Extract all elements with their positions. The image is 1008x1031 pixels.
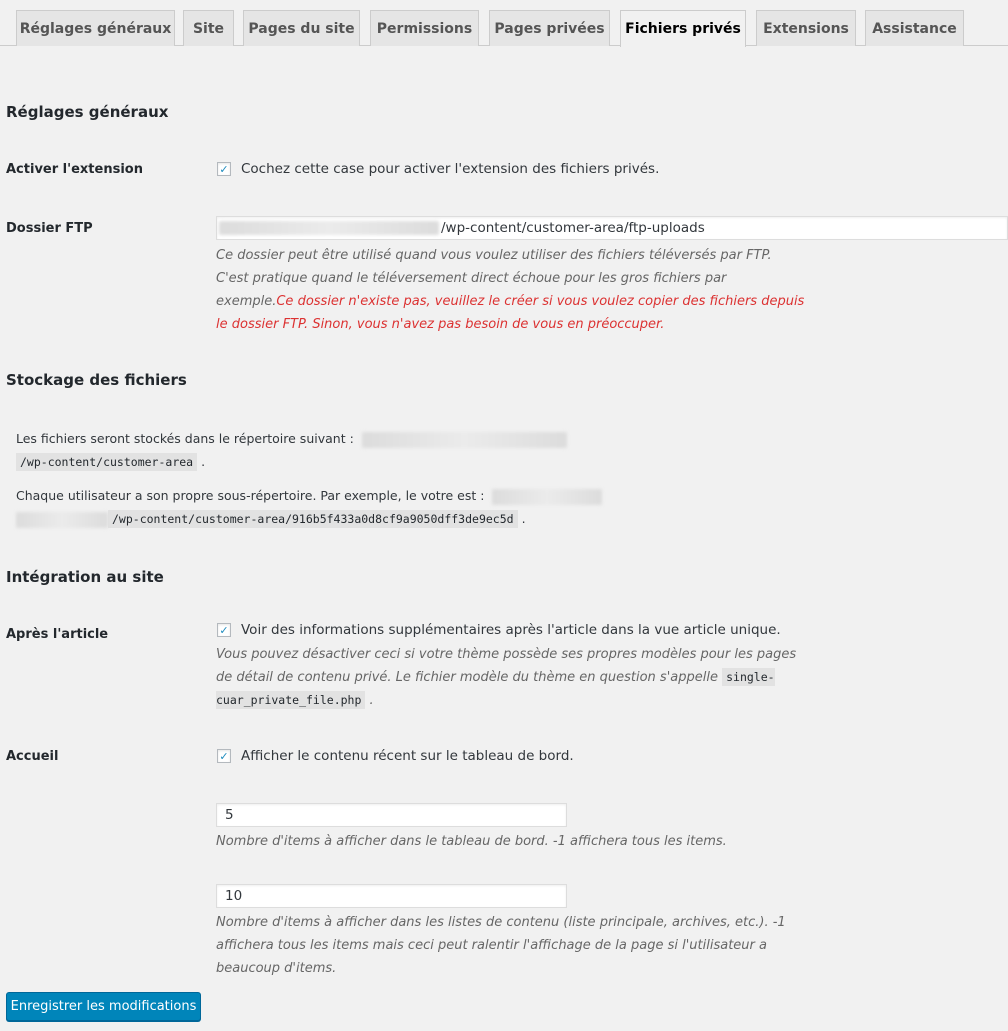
settings-tabs <box>0 0 1008 46</box>
tab-private-pages[interactable]: Pages privées <box>489 10 610 46</box>
home-row <box>216 748 574 764</box>
tab-site-pages[interactable]: Pages du site <box>243 10 360 46</box>
enable-extension-row <box>216 161 659 177</box>
storage-directory-info <box>16 427 576 474</box>
list-count-input[interactable]: 10 <box>216 884 567 908</box>
period: . <box>521 511 526 526</box>
after-article-text: Voir des informations supplémentaires après l'article dans la vue article unique. <box>241 622 781 638</box>
tab-extensions[interactable]: Extensions <box>756 10 856 46</box>
checkmark-icon: ✓ <box>219 749 229 763</box>
save-changes-button[interactable]: Enregistrer les modifications <box>6 992 201 1021</box>
checkmark-icon: ✓ <box>219 623 229 637</box>
tab-private-files[interactable]: Fichiers privés <box>620 10 746 47</box>
home-label: Accueil <box>6 749 59 764</box>
period: . <box>201 454 206 469</box>
section-heading-storage: Stockage des fichiers <box>6 371 187 389</box>
checkmark-icon: ✓ <box>219 162 229 176</box>
home-text: Afficher le contenu récent sur le tableau de bord. <box>241 748 574 764</box>
ftp-folder-value: /wp-content/customer-area/ftp-uploads <box>441 220 705 236</box>
period: . <box>369 693 374 708</box>
section-heading-integration: Intégration au site <box>6 568 164 586</box>
ftp-folder-description <box>216 244 806 336</box>
redacted-path <box>219 221 439 235</box>
storage-directory-path: /wp-content/customer-area <box>16 453 197 471</box>
ftp-folder-input[interactable] <box>216 216 1008 240</box>
tab-permissions[interactable]: Permissions <box>370 10 479 46</box>
storage-directory-text: Les fichiers seront stockés dans le répertoire suivant : <box>16 431 354 446</box>
after-article-help: Vous pouvez désactiver ceci si votre thème possède ses propres modèles pour les pages de détail de contenu privé. Le fichier modèle du thème en question s'appelle <box>216 647 797 685</box>
ftp-folder-error: Ce dossier n'existe pas, veuillez le créer si vous voulez copier des fichiers depuis le dossier FTP. Sinon, vous n'avez pas besoin de vous en préoccuper. <box>216 294 805 332</box>
redacted-path <box>492 489 602 505</box>
list-count-description: Nombre d'items à afficher dans les listes de contenu (liste principale, archives, etc.). -1 affichera tous les items mais ceci peut ralentir l'affichage de la page si l'utilisateur a beaucoup d'items. <box>216 915 786 976</box>
ftp-folder-help: Ce dossier peut être utilisé quand vous voulez utiliser des fichiers téléversés par FTP. C'est pratique quand le téléversement direct échoue pour les gros fichiers par exemple. <box>216 248 772 309</box>
section-heading-general: Réglages généraux <box>6 103 169 121</box>
user-subdirectory-path: /wp-content/customer-area/916b5f433a0d8cf9a9050dff3de9ec5d <box>108 510 518 528</box>
tab-site[interactable]: Site <box>183 10 234 46</box>
user-subdirectory-text: Chaque utilisateur a son propre sous-répertoire. Par exemple, le votre est : <box>16 488 485 503</box>
home-checkbox[interactable] <box>217 749 231 763</box>
ftp-folder-label: Dossier FTP <box>6 221 93 236</box>
redacted-path <box>16 512 108 528</box>
template-filename: single-cuar_private_file.php <box>216 670 775 707</box>
after-article-row <box>216 622 781 638</box>
user-subdirectory-info <box>16 484 616 531</box>
enable-extension-label: Activer l'extension <box>6 162 143 177</box>
dashboard-count-input[interactable]: 5 <box>216 803 567 827</box>
after-article-description <box>216 643 816 712</box>
redacted-path <box>362 432 567 448</box>
tab-support[interactable]: Assistance <box>865 10 964 46</box>
enable-extension-checkbox[interactable] <box>217 162 231 176</box>
after-article-checkbox[interactable] <box>217 623 231 637</box>
enable-extension-text: Cochez cette case pour activer l'extension des fichiers privés. <box>241 161 660 177</box>
tab-general-settings[interactable]: Réglages généraux <box>16 10 175 46</box>
after-article-label: Après l'article <box>6 627 109 642</box>
dashboard-count-description: Nombre d'items à afficher dans le tableau de bord. -1 affichera tous les items. <box>216 834 727 849</box>
